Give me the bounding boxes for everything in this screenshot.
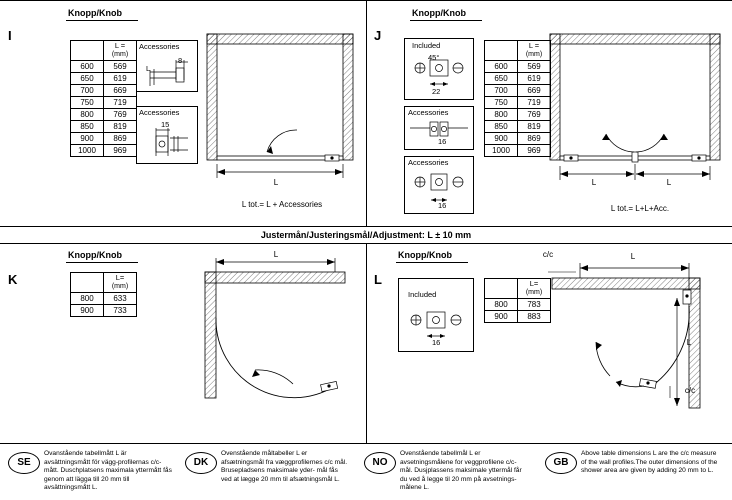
footer-text-no: Ovenstående tabellmål L er avsetningsmålene for veggprofilene c/c- mål. Dusjplassens maksimale yttermål får du ved å legge til 20 mm på avsetnings-målene L. bbox=[400, 450, 522, 492]
cell: 883 bbox=[518, 311, 551, 323]
panel-k-th2 bbox=[104, 273, 137, 293]
cell: 669 bbox=[518, 85, 551, 97]
footer-badge-gb bbox=[545, 452, 577, 474]
table-row bbox=[485, 109, 551, 121]
cell: 569 bbox=[104, 61, 137, 73]
cell: 869 bbox=[104, 133, 137, 145]
cell: 650 bbox=[71, 73, 104, 85]
panel-k-th1 bbox=[71, 273, 104, 293]
footer-badge-dk bbox=[185, 452, 217, 474]
cell: 600 bbox=[71, 61, 104, 73]
panel-l-included-title: Included bbox=[408, 290, 437, 299]
cell: 719 bbox=[518, 97, 551, 109]
panel-j-th2-line1: L = bbox=[528, 41, 540, 50]
cell: 619 bbox=[104, 73, 137, 85]
divider-footer bbox=[0, 443, 732, 444]
cell: 819 bbox=[104, 121, 137, 133]
panel-i-acc2-art bbox=[136, 106, 198, 164]
cell: 800 bbox=[485, 299, 518, 311]
cell: 869 bbox=[518, 133, 551, 145]
cell: 900 bbox=[71, 133, 104, 145]
footer-badge-no bbox=[364, 452, 396, 474]
adjustment-strip: Justermån/Justeringsmål/Adjustment: L ± 10 mm bbox=[260, 230, 472, 240]
footer-code-se: SE bbox=[17, 457, 31, 468]
panel-i-table bbox=[70, 40, 137, 157]
panel-l-knob-title: Knopp/Knob bbox=[398, 250, 452, 260]
table-row bbox=[485, 133, 551, 145]
panel-l-th2-line2: (mm) bbox=[525, 289, 543, 296]
cell: 769 bbox=[104, 109, 137, 121]
panel-label-j: J bbox=[374, 28, 382, 43]
cell: 719 bbox=[104, 97, 137, 109]
panel-j-knob-underline bbox=[410, 20, 482, 21]
cell: 700 bbox=[71, 85, 104, 97]
panel-i-acc1-label-l: L bbox=[146, 64, 151, 73]
cell: 633 bbox=[104, 293, 137, 305]
panel-i-accessories-title-1: Accessories bbox=[139, 42, 180, 51]
cell: 783 bbox=[518, 299, 551, 311]
panel-l-th2-line1: L= bbox=[529, 279, 539, 288]
cell: 1000 bbox=[485, 145, 518, 157]
panel-k-drawing bbox=[195, 258, 355, 418]
panel-j-accessories-title-2: Accessories bbox=[408, 158, 449, 167]
footer-code-dk: DK bbox=[193, 457, 209, 468]
table-row bbox=[71, 85, 137, 97]
cell: 900 bbox=[485, 311, 518, 323]
panel-j-th2 bbox=[518, 41, 551, 61]
panel-l-dim-top: L bbox=[630, 252, 636, 261]
footer-text-dk: Ovenstående måltabeller L er afsætningsmål fra væggprofilernes c/c mål. Brusepladsens maksimale yder- mål fås ved at lægge 20 mm til afsætningsmål L. bbox=[221, 450, 348, 483]
cell: 1000 bbox=[71, 145, 104, 157]
panel-j-included-dim: 22 bbox=[432, 87, 441, 96]
cell: 750 bbox=[71, 97, 104, 109]
cell: 733 bbox=[104, 305, 137, 317]
panel-i-total: L tot.= L + Accessories bbox=[241, 200, 323, 209]
table-row bbox=[71, 293, 137, 305]
panel-k-dim-top: L bbox=[273, 250, 279, 259]
cell: 650 bbox=[485, 73, 518, 85]
cell: 700 bbox=[485, 85, 518, 97]
panel-j-acc2-dim: 16 bbox=[438, 201, 447, 210]
panel-j-included-title: Included bbox=[412, 41, 441, 50]
cell: 969 bbox=[518, 145, 551, 157]
divider-vertical-upper bbox=[366, 0, 367, 226]
panel-i-th2-line1: L = bbox=[114, 41, 126, 50]
panel-j-total: L tot.= L+L+Acc. bbox=[610, 204, 670, 213]
table-row bbox=[71, 121, 137, 133]
cell: 900 bbox=[485, 133, 518, 145]
cell: 669 bbox=[104, 85, 137, 97]
panel-label-k: K bbox=[8, 272, 18, 287]
cell: 800 bbox=[71, 109, 104, 121]
table-row bbox=[485, 97, 551, 109]
panel-i-knob-title: Knopp/Knob bbox=[68, 8, 122, 18]
panel-k-th2-line2: (mm) bbox=[111, 283, 129, 290]
panel-i-acc1-art bbox=[136, 40, 198, 92]
cell: 800 bbox=[485, 109, 518, 121]
panel-i-dim-l: L bbox=[273, 178, 279, 187]
panel-k-th2-line1: L= bbox=[115, 273, 125, 282]
table-row bbox=[485, 73, 551, 85]
table-row bbox=[485, 61, 551, 73]
footer-text-se: Ovanstående tabellmått L är avsättningsmått för vägg-profilernas c/c-mått. Duschplatsens maximala yttermått fås genom att lägga till 20 mm till avsättningsmått L. bbox=[44, 450, 172, 492]
panel-j-acc1-art bbox=[404, 106, 474, 150]
cell: 850 bbox=[485, 121, 518, 133]
panel-j-drawing bbox=[548, 32, 722, 212]
cell: 600 bbox=[485, 61, 518, 73]
panel-j-table bbox=[484, 40, 551, 157]
table-row bbox=[71, 109, 137, 121]
panel-label-i: I bbox=[8, 28, 12, 43]
panel-l-cc-bottom: c/c bbox=[684, 386, 696, 395]
cell: 969 bbox=[104, 145, 137, 157]
panel-k-knob-title: Knopp/Knob bbox=[68, 250, 122, 260]
cell: 850 bbox=[71, 121, 104, 133]
panel-j-included-art bbox=[404, 38, 474, 100]
panel-i-knob-underline bbox=[66, 20, 138, 21]
panel-i-th2-line2: (mm) bbox=[111, 51, 129, 58]
footer-badge-se bbox=[8, 452, 40, 474]
panel-j-accessories-title-1: Accessories bbox=[408, 108, 449, 117]
panel-j-knob-title: Knopp/Knob bbox=[412, 8, 466, 18]
panel-l-dim-right: L bbox=[686, 338, 692, 347]
table-row bbox=[71, 73, 137, 85]
panel-label-l: L bbox=[374, 272, 382, 287]
table-row bbox=[71, 97, 137, 109]
panel-j-included-angle: 45° bbox=[428, 53, 440, 62]
panel-k-knob-underline bbox=[66, 262, 138, 263]
table-row bbox=[71, 133, 137, 145]
footer-code-no: NO bbox=[372, 457, 388, 468]
divider-mid-upper bbox=[0, 226, 732, 227]
panel-i-accessories-title-2: Accessories bbox=[139, 108, 180, 117]
table-row bbox=[485, 145, 551, 157]
panel-j-acc1-dim: 16 bbox=[438, 137, 447, 146]
cell: 900 bbox=[71, 305, 104, 317]
footer-text-gb: Above table dimensions L are the c/c measure of the wall profiles.The outer dimensions of the shower area are given by adding 20 mm to L. bbox=[581, 450, 718, 475]
cell: 750 bbox=[485, 97, 518, 109]
panel-i-acc2-dim: 15 bbox=[161, 120, 170, 129]
table-row bbox=[485, 121, 551, 133]
panel-i-drawing bbox=[205, 32, 355, 202]
table-row bbox=[71, 145, 137, 157]
cell: 819 bbox=[518, 121, 551, 133]
table-row bbox=[71, 305, 137, 317]
cell: 769 bbox=[518, 109, 551, 121]
panel-i-acc1-dim: 8 bbox=[178, 56, 183, 65]
panel-l-included-art bbox=[398, 278, 474, 352]
panel-j-th1 bbox=[485, 41, 518, 61]
cell: 569 bbox=[518, 61, 551, 73]
panel-k-table bbox=[70, 272, 137, 317]
cell: 800 bbox=[71, 293, 104, 305]
panel-j-dim-left: L bbox=[591, 178, 597, 187]
panel-j-th2-line2: (mm) bbox=[525, 51, 543, 58]
cell: 619 bbox=[518, 73, 551, 85]
panel-j-dim-right: L bbox=[666, 178, 672, 187]
table-row bbox=[485, 85, 551, 97]
panel-i-th2 bbox=[104, 41, 137, 61]
panel-j-acc2-art bbox=[404, 156, 474, 214]
panel-l-included-dim: 16 bbox=[432, 338, 441, 347]
panel-l-cc-top: c/c bbox=[542, 250, 554, 259]
panel-i-th1 bbox=[71, 41, 104, 61]
table-row bbox=[71, 61, 137, 73]
panel-l-knob-underline bbox=[396, 262, 468, 263]
footer-code-gb: GB bbox=[553, 457, 569, 468]
divider-vertical-lower bbox=[366, 243, 367, 443]
panel-l-th1 bbox=[485, 279, 518, 299]
